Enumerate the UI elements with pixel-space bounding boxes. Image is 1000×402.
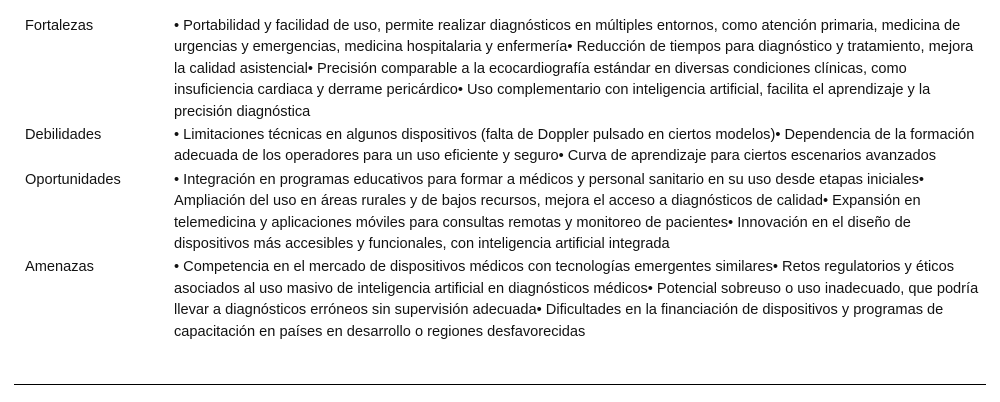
category-cell: Amenazas	[25, 259, 94, 276]
category-cell: Debilidades	[25, 127, 102, 144]
swot-table	[14, 6, 986, 343]
swot-table-container	[14, 6, 986, 343]
table-row-oportunidades	[14, 168, 986, 256]
table-row-fortalezas	[14, 6, 986, 123]
content-cell: • Integración en programas educativos para formar a médicos y personal sanitario en su uso desde etapas iniciales• Ampliación del uso en áreas rurales y de bajos recursos, mejora el acceso a diagnósticos de calidad• Expansión en telemedicina y aplicaciones móviles para consultas remotas y monitoreo de pacientes• Innovación en el diseño de dispositivos más accesibles y funcionales, con inteligencia artificial integrada	[174, 171, 925, 253]
table-bottom-rule	[14, 384, 986, 385]
category-cell: Fortalezas	[25, 18, 94, 34]
content-cell: • Competencia en el mercado de dispositivos médicos con tecnologías emergentes similares• Retos regulatorios y éticos asociados al uso masivo de inteligencia artificial en diagnósticos médicos• Potencial sobreuso o uso inadecuado, que podría llevar a diagnósticos erróneos sin supervisión adecuada• Dificultades en la financiación de dispositivos y programas de capacitación en países en desarrollo o regiones desfavorecidas	[174, 259, 979, 340]
table-row-amenazas	[14, 255, 986, 343]
category-cell: Oportunidades	[25, 171, 121, 188]
content-cell: • Limitaciones técnicas en algunos dispositivos (falta de Doppler pulsado en ciertos modelos)• Dependencia de la formación adecuada de los operadores para un uso eficiente y seguro• Curva de aprendizaje para ciertos escenarios avanzados	[174, 127, 975, 165]
table-row-debilidades	[14, 123, 986, 168]
content-cell: • Portabilidad y facilidad de uso, permite realizar diagnósticos en múltiples entornos, como atención primaria, medicina de urgencias y emergencias, medicina hospitalaria y enfermería• Reducción de tiempos para diagnóstico y tratamiento, mejora la calidad asistencial• Precisión comparable a la ecocardiografía estándar en diversas condiciones clínicas, como insuficiencia cardiaca y derrame pericárdico• Uso complementario con inteligencia artificial, facilita el aprendizaje y la precisión diagnóstica	[174, 18, 974, 120]
